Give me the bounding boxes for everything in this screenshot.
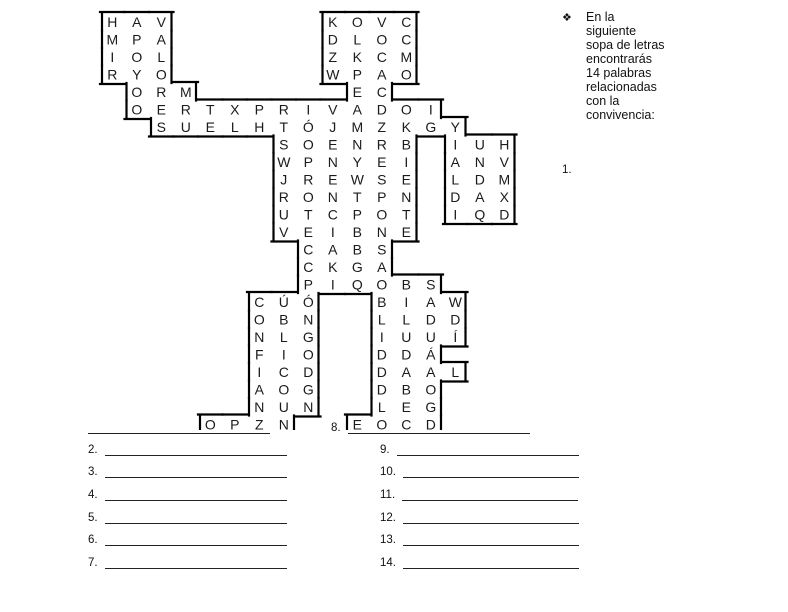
grid-letter: C (376, 48, 387, 65)
grid-letter: L (451, 363, 460, 380)
grid-letter: D (327, 31, 338, 48)
grid-letter: J (280, 171, 288, 188)
grid-letter: G (302, 328, 314, 345)
grid-letter: E (401, 398, 411, 415)
grid-letter: N (327, 188, 338, 205)
grid-letter: P (230, 416, 240, 430)
grid-letter: P (352, 66, 362, 83)
answer-label: 6. (88, 534, 98, 546)
grid-letter: I (453, 136, 458, 153)
grid-letter: O (131, 83, 143, 100)
grid-letter: I (404, 153, 409, 170)
grid-letter: L (157, 48, 166, 65)
grid-letter: O (131, 101, 143, 118)
answer-line[interactable] (88, 433, 270, 434)
word-search-grid (0, 0, 560, 430)
grid-letter: B (401, 276, 411, 293)
answer-label-1: 1. (562, 164, 572, 176)
answer-field-2[interactable] (88, 444, 287, 456)
grid-letter: B (352, 223, 362, 240)
grid-letter: M (106, 31, 119, 48)
grid-letter: G (425, 118, 437, 135)
grid-letter: R (278, 101, 289, 118)
answer-line[interactable] (397, 455, 579, 456)
grid-letter: X (499, 188, 509, 205)
grid-letter: U (474, 136, 485, 153)
answer-line[interactable] (402, 500, 578, 501)
grid-letter: O (302, 136, 314, 153)
grid-letter: A (377, 258, 387, 275)
grid-letter: N (254, 328, 265, 345)
answer-field-13[interactable] (380, 534, 579, 546)
grid-letter: D (303, 363, 314, 380)
grid-letter: Ó (302, 118, 314, 135)
grid-letter: M (351, 118, 364, 135)
grid-letter: G (351, 258, 363, 275)
grid-letter: E (401, 223, 411, 240)
answer-label: 13. (380, 534, 396, 546)
answer-line[interactable] (105, 568, 287, 569)
grid-letter: A (401, 363, 411, 380)
grid-letter: M (179, 83, 192, 100)
grid-letter: D (499, 206, 510, 223)
grid-letter: O (425, 381, 437, 398)
grid-letter: S (377, 241, 387, 258)
grid-letter: P (132, 31, 142, 48)
grid-letter: N (401, 188, 412, 205)
grid-letter: E (205, 118, 215, 135)
grid-letter: U (180, 118, 191, 135)
grid-letter: I (453, 206, 458, 223)
grid-letter: E (303, 223, 313, 240)
answer-field-1[interactable] (88, 422, 270, 434)
grid-letter: D (450, 188, 461, 205)
grid-letter: V (499, 153, 509, 170)
grid-letter: P (352, 206, 362, 223)
grid-letter: B (401, 381, 411, 398)
grid-letter: A (254, 381, 264, 398)
grid-letter: A (352, 101, 362, 118)
answer-label: 5. (88, 512, 98, 524)
grid-letter: Í (453, 328, 458, 345)
grid-letter: E (328, 136, 338, 153)
grid-letter: W (350, 171, 364, 188)
grid-letter: T (402, 206, 411, 223)
grid-letter: C (303, 258, 314, 275)
grid-letter: A (156, 31, 166, 48)
grid-letter: C (401, 13, 412, 30)
grid-letter: O (376, 31, 388, 48)
grid-letter: C (376, 83, 387, 100)
grid-letter: Á (426, 346, 436, 363)
grid-letter: O (302, 188, 314, 205)
grid-letter: C (401, 31, 412, 48)
answer-line[interactable] (403, 545, 579, 546)
grid-letter: L (451, 171, 460, 188)
grid-letter: V (279, 223, 289, 240)
grid-letter: R (107, 66, 118, 83)
grid-letter: T (279, 118, 289, 135)
answer-field-6[interactable] (88, 534, 287, 546)
answer-line[interactable] (348, 433, 530, 434)
grid-letter: A (426, 293, 436, 310)
grid-letter: I (257, 363, 262, 380)
grid-letter: E (352, 416, 362, 430)
grid-letter: I (330, 276, 335, 293)
grid-letter: H (254, 118, 265, 135)
answer-field-8[interactable] (331, 422, 530, 434)
grid-letter: R (376, 136, 387, 153)
grid-letter: C (254, 293, 265, 310)
answer-label: 11. (380, 489, 396, 501)
grid-letter: S (279, 136, 289, 153)
grid-letter: O (204, 416, 216, 430)
answer-line[interactable] (403, 523, 579, 524)
grid-letter: D (450, 311, 461, 328)
grid-letter: O (400, 66, 412, 83)
grid-letter: P (303, 276, 313, 293)
grid-letter: O (376, 416, 388, 430)
grid-letter: I (379, 328, 384, 345)
answer-label: 9. (380, 444, 390, 456)
diamond-bullet-icon: ❖ (562, 12, 572, 24)
grid-letter: H (107, 13, 118, 30)
grid-letter: E (401, 171, 411, 188)
grid-letter: K (352, 48, 362, 65)
grid-letter: A (475, 188, 485, 205)
grid-letter: Z (377, 118, 387, 135)
grid-letter: E (156, 101, 166, 118)
grid-letter: U (278, 206, 289, 223)
answer-line[interactable] (105, 545, 287, 546)
answer-field-14[interactable] (380, 557, 579, 569)
grid-letter: Y (450, 118, 460, 135)
grid-letters (106, 14, 510, 430)
grid-letter: I (330, 223, 335, 240)
grid-letter: Q (474, 206, 486, 223)
grid-letter: O (253, 311, 265, 328)
grid-letter: U (425, 328, 436, 345)
grid-letter: W (448, 293, 462, 310)
grid-letter: T (353, 188, 362, 205)
grid-letter: I (428, 101, 433, 118)
grid-letter: Q (351, 276, 363, 293)
grid-letter: O (400, 101, 412, 118)
grid-letter: B (279, 311, 289, 328)
grid-letter: R (303, 171, 314, 188)
grid-letter: N (303, 398, 314, 415)
grid-letter: G (425, 398, 437, 415)
grid-letter: P (303, 153, 313, 170)
grid-letter: F (255, 346, 264, 363)
grid-letter: Y (132, 66, 142, 83)
grid-letter: D (474, 171, 485, 188)
grid-letter: L (230, 118, 239, 135)
grid-letter: N (376, 223, 387, 240)
grid-letter: D (376, 381, 387, 398)
grid-letter: N (352, 136, 363, 153)
answer-line[interactable] (105, 523, 287, 524)
grid-letter: L (353, 31, 362, 48)
grid-letter: N (474, 153, 485, 170)
grid-letter: K (328, 13, 338, 30)
instructions-text: En la siguiente sopa de letras encontrarás 14 palabras relacionadas con la convivencia: (586, 10, 665, 122)
answer-label: 7. (88, 557, 98, 569)
grid-letter: D (401, 346, 412, 363)
grid-letter: E (377, 153, 387, 170)
grid-letter: E (328, 171, 338, 188)
grid-letter: C (303, 241, 314, 258)
grid-letter: C (401, 416, 412, 430)
grid-letter: L (377, 398, 386, 415)
grid-letter: P (254, 101, 264, 118)
grid-letter: A (450, 153, 460, 170)
grid-letter: V (156, 13, 166, 30)
grid-letter: Z (328, 48, 338, 65)
answer-line[interactable] (105, 500, 287, 501)
answer-label: 2. (88, 444, 98, 456)
grid-letter: A (328, 241, 338, 258)
grid-letter: P (377, 188, 387, 205)
grid-letter: O (376, 276, 388, 293)
grid-letter: H (499, 136, 510, 153)
answer-line[interactable] (105, 455, 287, 456)
grid-letter: T (304, 206, 313, 223)
grid-letter: O (131, 48, 143, 65)
grid-letter: D (425, 416, 436, 430)
answer-label: 14. (380, 557, 396, 569)
grid-letter: I (404, 293, 409, 310)
grid-letter: O (351, 13, 363, 30)
answer-label: 3. (88, 466, 98, 478)
grid-letter: S (426, 276, 436, 293)
grid-letter: D (376, 363, 387, 380)
grid-letter: G (302, 381, 314, 398)
grid-letter: S (156, 118, 166, 135)
answer-field-5[interactable] (88, 512, 287, 524)
answer-line[interactable] (403, 568, 579, 569)
grid-letter: W (326, 66, 340, 83)
grid-letter: U (278, 398, 289, 415)
grid-letter: K (401, 118, 411, 135)
grid-letter: X (230, 101, 240, 118)
grid-letter: C (327, 206, 338, 223)
grid-letter: B (377, 293, 387, 310)
grid-letter: R (180, 101, 191, 118)
grid-letter: A (132, 13, 142, 30)
answer-field-7[interactable] (88, 557, 287, 569)
grid-letter: R (278, 188, 289, 205)
grid-letter: Y (352, 153, 362, 170)
grid-letter: S (377, 171, 387, 188)
grid-letter: D (425, 311, 436, 328)
answer-label: 12. (380, 512, 396, 524)
grid-letter: M (498, 171, 511, 188)
grid-letter: N (303, 311, 314, 328)
grid-letter: N (327, 153, 338, 170)
answer-label: 8. (331, 422, 341, 434)
grid-letter: O (376, 206, 388, 223)
grid-letter: A (377, 66, 387, 83)
grid-letter: W (277, 153, 291, 170)
grid-letter: I (110, 48, 115, 65)
answer-field-4[interactable] (88, 489, 287, 501)
grid-letter: E (352, 83, 362, 100)
grid-letter: L (402, 311, 411, 328)
grid-letter: I (306, 101, 311, 118)
grid-letter: M (400, 48, 413, 65)
grid-letter: T (206, 101, 215, 118)
grid-letter: N (278, 416, 289, 430)
answer-label: 4. (88, 489, 98, 501)
grid-letter: O (302, 346, 314, 363)
grid-letter: O (155, 66, 167, 83)
answer-field-3[interactable] (88, 466, 287, 478)
grid-letter: K (328, 258, 338, 275)
grid-letter: L (279, 328, 288, 345)
grid-letter: D (376, 101, 387, 118)
answer-field-12[interactable] (380, 512, 579, 524)
grid-letter: D (376, 346, 387, 363)
grid-letter: O (278, 381, 290, 398)
grid-letter: C (278, 363, 289, 380)
grid-letter: J (329, 118, 337, 135)
grid-letter: Z (255, 416, 264, 430)
answer-line[interactable] (105, 477, 287, 478)
grid-letter: R (156, 83, 167, 100)
grid-letter: V (377, 13, 387, 30)
grid-letter: L (377, 311, 386, 328)
answer-field-10[interactable] (380, 466, 579, 478)
grid-letter: B (401, 136, 411, 153)
grid-letter: B (352, 241, 362, 258)
answer-field-9[interactable] (380, 444, 579, 456)
grid-letter: Ó (302, 293, 314, 310)
grid-letter: I (281, 346, 286, 363)
grid-letter: Ú (278, 293, 289, 310)
answer-label: 10. (380, 466, 396, 478)
grid-letter: N (254, 398, 265, 415)
answer-field-11[interactable] (380, 489, 578, 501)
grid-letter: V (328, 101, 338, 118)
answer-line[interactable] (403, 477, 579, 478)
grid-letter: A (426, 363, 436, 380)
grid-letter: U (401, 328, 412, 345)
